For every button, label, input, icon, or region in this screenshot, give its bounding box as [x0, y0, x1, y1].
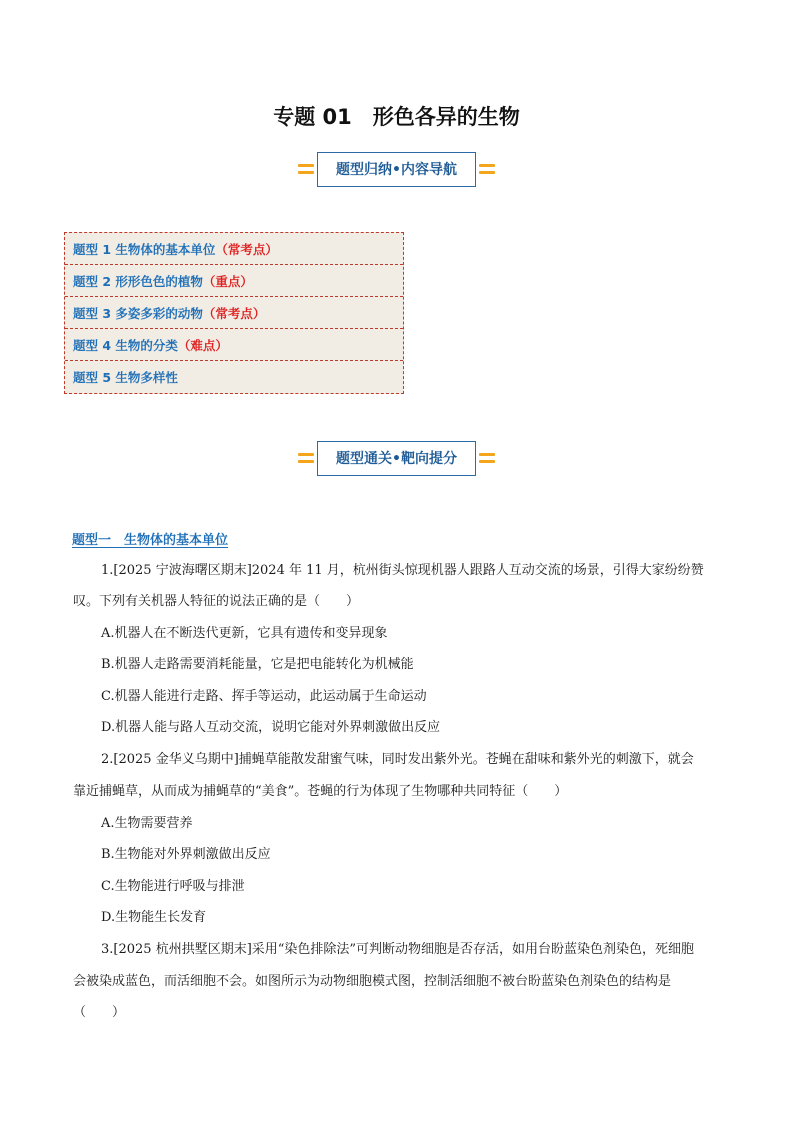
question-3-text-line-3: （ ） — [73, 1005, 126, 1020]
nav-banner — [0, 152, 793, 186]
nav-item-label: 题型 4 生物的分类 — [73, 337, 178, 353]
question-1-option-d: D.机器人能与路人互动交流，说明它能对外界刺激做出反应 — [101, 720, 441, 735]
nav-item-1[interactable] — [65, 233, 403, 265]
nav-item-label: 题型 5 生物多样性 — [73, 370, 178, 385]
content-navigation — [64, 232, 404, 394]
nav-item-2[interactable] — [65, 265, 403, 297]
nav-item-tag: （重点） — [202, 273, 253, 289]
section-heading: 题型一 生物体的基本单位 — [72, 533, 229, 548]
question-1-text-line-2: 叹。下列有关机器人特征的说法正确的是（ ） — [73, 594, 360, 609]
nav-item-5[interactable] — [65, 361, 403, 393]
question-1-text-line-1: 1.[2025 宁波海曙区期末]2024 年 11 月，杭州街头惊现机器人跟路人互动交流的场景，引得大家纷纷赞 — [101, 563, 704, 578]
nav-item-tag: （常考点） — [202, 305, 266, 321]
banner-left-ornament — [298, 441, 314, 475]
question-2-option-a: A.生物需要营养 — [101, 816, 193, 831]
nav-item-tag: （难点） — [177, 337, 228, 353]
nav-item-label: 题型 3 多姿多彩的动物 — [73, 305, 203, 321]
question-2-option-c: C.生物能进行呼吸与排泄 — [101, 879, 245, 894]
question-2-text-line-2: 靠近捕蝇草，从而成为捕蝇草的“美食”。苍蝇的行为体现了生物哪种共同特征（ ） — [73, 784, 568, 799]
question-2-option-d: D.生物能生长发育 — [101, 910, 207, 925]
nav-item-tag: （常考点） — [215, 241, 278, 257]
question-1-option-a: A.机器人在不断迭代更新，它具有遗传和变异现象 — [101, 626, 388, 641]
practice-banner — [0, 441, 793, 475]
banner-right-ornament — [479, 441, 495, 475]
question-2-text-line-1: 2.[2025 金华义乌期中]捕蝇草能散发甜蜜气味，同时发出紫外光。苍蝇在甜味和紫外光的刺激下，就会 — [101, 752, 694, 767]
page-title: 专题 01 形色各异的生物 — [273, 105, 520, 129]
question-1-option-b: B.机器人走路需要消耗能量，它是把电能转化为机械能 — [101, 657, 414, 672]
nav-banner-label: 题型归纳•内容导航 — [317, 152, 476, 187]
banner-left-ornament — [298, 152, 314, 186]
nav-item-3[interactable] — [65, 297, 403, 329]
practice-banner-label: 题型通关•靶向提分 — [317, 441, 476, 476]
nav-item-label: 题型 1 生物体的基本单位 — [73, 241, 216, 257]
question-1-option-c: C.机器人能进行走路、挥手等运动，此运动属于生命运动 — [101, 689, 427, 704]
question-3-text-line-2: 会被染成蓝色，而活细胞不会。如图所示为动物细胞模式图，控制活细胞不被台盼蓝染色剂染色的结构是 — [73, 974, 672, 989]
nav-item-4[interactable] — [65, 329, 403, 361]
nav-item-label: 题型 2 形形色色的植物 — [73, 273, 203, 289]
question-2-option-b: B.生物能对外界刺激做出反应 — [101, 847, 271, 862]
banner-right-ornament — [479, 152, 495, 186]
question-3-text-line-1: 3.[2025 杭州拱墅区期末]采用“染色排除法”可判断动物细胞是否存活，如用台盼蓝染色剂染色，死细胞 — [101, 942, 695, 957]
